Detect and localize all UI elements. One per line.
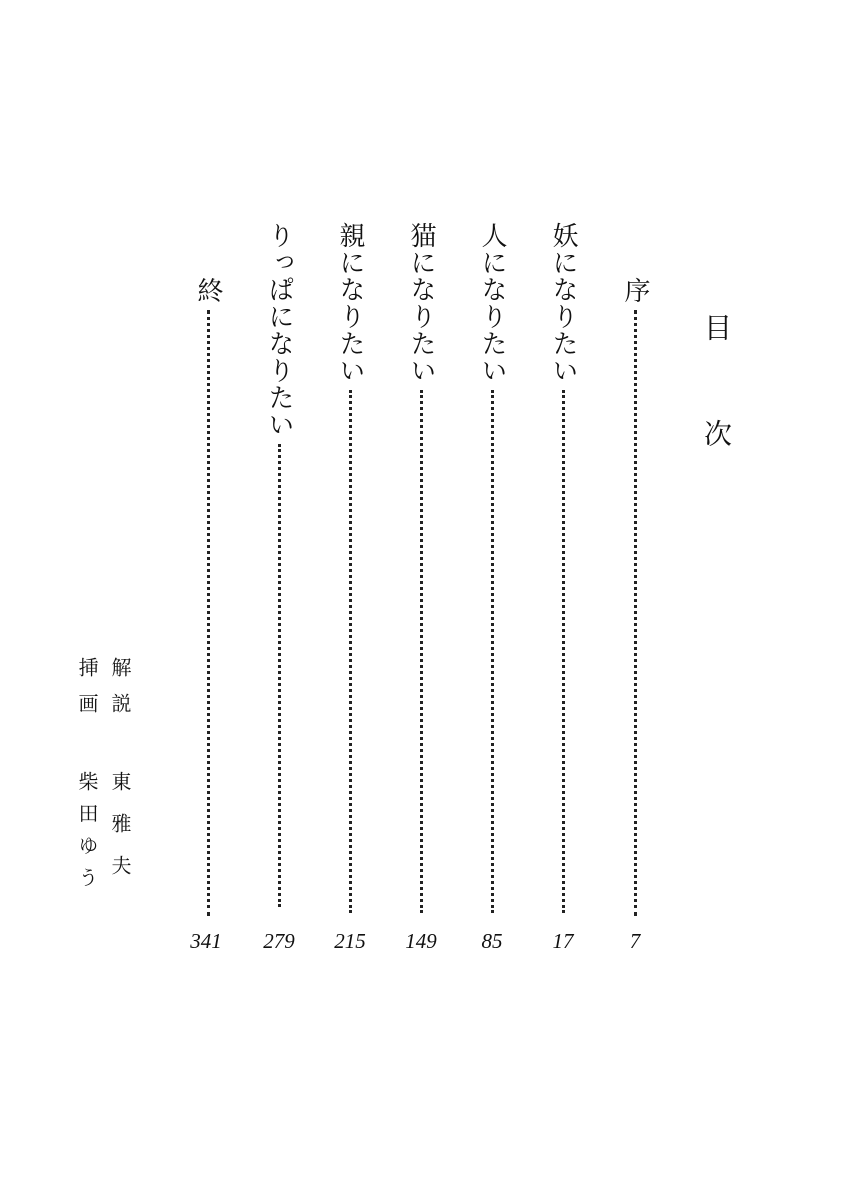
toc-page-number: 149 [405,929,437,953]
toc-entry-title: 妖になりたい [548,222,578,384]
illustration-role: 挿画 [75,657,99,729]
toc-page-number: 215 [334,929,366,953]
toc-entry-rippa[interactable] [259,222,299,907]
dotted-leader [420,390,423,913]
toc-entry-jo[interactable] [615,277,655,916]
toc-entry-title: 親になりたい [335,222,365,384]
toc-entry-ayakashi[interactable] [543,222,583,913]
commentary-role: 解説 [108,657,132,729]
toc-entry-oya[interactable] [330,222,370,913]
toc-heading: 目次 [700,313,733,525]
dotted-leader [207,310,210,916]
toc-entry-title: 終 [193,277,223,304]
dotted-leader [562,390,565,913]
toc-page-number: 85 [481,929,503,953]
illustration-name: 柴田ゆう [75,771,99,899]
toc-entry-title: 人になりたい [477,222,507,384]
toc-entry-hito[interactable] [472,222,512,913]
toc-entry-neko[interactable] [401,222,441,913]
dotted-leader [491,390,494,913]
toc-page-number: 341 [190,929,222,953]
toc-page-number: 279 [263,929,295,953]
toc-entry-owari[interactable] [188,277,228,916]
commentary-name: 東雅夫 [108,771,132,897]
toc-entry-title: 序 [620,277,650,304]
toc-entry-title: りっぱになりたい [264,222,294,438]
toc-page-number: 17 [552,929,574,953]
dotted-leader [278,444,281,907]
toc-entry-title: 猫になりたい [406,222,436,384]
dotted-leader [349,390,352,913]
toc-page-number: 7 [629,929,641,953]
dotted-leader [634,310,637,916]
